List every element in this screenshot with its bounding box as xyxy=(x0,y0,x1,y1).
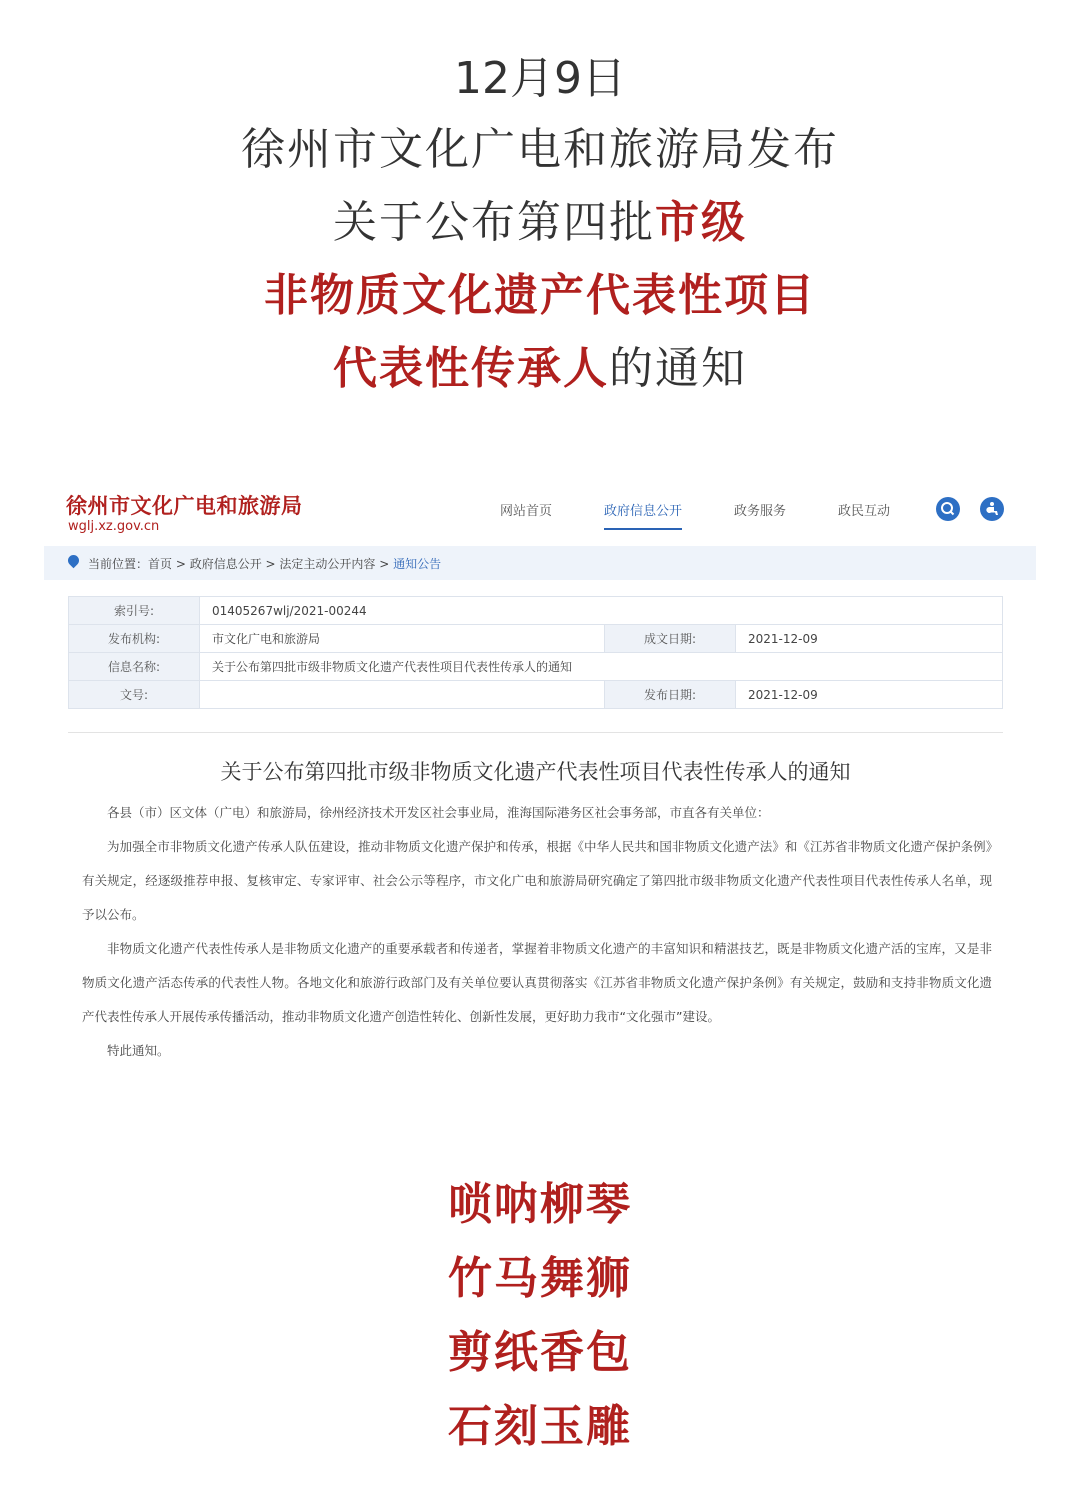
tag-line-4: 石刻玉雕 xyxy=(448,1401,632,1452)
article-paragraph-salutation: 各县（市）区文体（广电）和旅游局，徐州经济技术开发区社会事业局，淮海国际港务区社会事务部，市直各有关单位： xyxy=(107,805,770,820)
info-name-value: 关于公布第四批市级非物质文化遗产代表性项目代表性传承人的通知 xyxy=(200,653,1003,681)
info-name-label: 信息名称: xyxy=(69,653,200,681)
table-row xyxy=(69,653,1003,681)
headline-line-5 xyxy=(0,332,1080,396)
publisher-label: 发布机构: xyxy=(69,625,200,653)
headline-line-3-red: 市级 xyxy=(655,197,747,248)
divider xyxy=(68,732,1003,733)
tag-line-2: 竹马舞狮 xyxy=(448,1253,632,1304)
nav-services[interactable]: 政务服务 xyxy=(734,504,787,519)
site-logo-url: wglj.xz.gov.cn xyxy=(68,519,160,534)
index-value: 01405267wlj/2021-00244 xyxy=(200,597,1003,625)
headline-line-5-red: 代表性传承人 xyxy=(333,343,609,394)
article-title: 关于公布第四批市级非物质文化遗产代表性项目代表性传承人的通知 xyxy=(220,760,851,784)
index-label: 索引号: xyxy=(69,597,200,625)
headline-line-5-plain: 的通知 xyxy=(609,343,747,394)
search-icon[interactable] xyxy=(936,497,960,521)
table-row xyxy=(69,681,1003,709)
accessibility-icon[interactable] xyxy=(980,497,1004,521)
breadcrumb-path[interactable]: 首页 > 政府信息公开 > 法定主动公开内容 > xyxy=(148,557,394,571)
tag-line-1: 唢呐柳琴 xyxy=(448,1179,632,1230)
tag-line-3: 剪纸香包 xyxy=(448,1327,632,1378)
breadcrumb-prefix: 当前位置： xyxy=(88,557,149,571)
published-date-label: 发布日期: xyxy=(605,681,736,709)
breadcrumb-current[interactable]: 通知公告 xyxy=(393,557,442,571)
article-body xyxy=(82,796,992,1068)
created-date-label: 成文日期: xyxy=(605,625,736,653)
created-date-value: 2021-12-09 xyxy=(736,625,1003,653)
headline-line-3-plain: 关于公布第四批 xyxy=(333,197,655,248)
table-row xyxy=(69,625,1003,653)
headline-date: 12月9日 xyxy=(454,53,626,104)
publisher-value: 市文化广电和旅游局 xyxy=(200,625,605,653)
location-pin-icon xyxy=(66,553,82,569)
site-header xyxy=(44,486,1036,542)
info-meta-table xyxy=(68,596,1003,709)
article-paragraph-closing: 特此通知。 xyxy=(107,1043,170,1058)
published-date-value: 2021-12-09 xyxy=(736,681,1003,709)
nav-interaction[interactable]: 政民互动 xyxy=(838,504,891,519)
headline-line-4: 非物质文化遗产代表性项目 xyxy=(264,270,816,321)
breadcrumb-text xyxy=(88,555,441,572)
doc-number-value xyxy=(200,681,605,709)
headline-publisher: 徐州市文化广电和旅游局发布 xyxy=(241,124,839,175)
nav-active-indicator xyxy=(604,528,682,530)
table-row xyxy=(69,597,1003,625)
breadcrumb xyxy=(44,546,1036,580)
site-logo-title[interactable]: 徐州市文化广电和旅游局 xyxy=(66,494,303,518)
article-paragraph-2: 非物质文化遗产代表性传承人是非物质文化遗产的重要承载者和传递者，掌握着非物质文化遗产的丰富知识和精湛技艺，既是非物质文化遗产活的宝库，又是非物质文化遗产活态传承的代表性人物。各地文化和旅游行政部门及有关单位要认真贯彻落实《江苏省非物质文化遗产保护条例》有关规定，鼓励和支持非物质文化遗产代表性传承人开展传承传播活动，推动非物质文化遗产创造性转化、创新性发展，更好助力我市“文化强市”建设。 xyxy=(82,941,992,1024)
doc-number-label: 文号: xyxy=(69,681,200,709)
headline-line-3 xyxy=(0,186,1080,250)
nav-gov-info[interactable]: 政府信息公开 xyxy=(604,504,683,519)
nav-home[interactable]: 网站首页 xyxy=(500,504,553,519)
article-paragraph-1: 为加强全市非物质文化遗产传承人队伍建设，推动非物质文化遗产保护和传承，根据《中华人民共和国非物质文化遗产法》和《江苏省非物质文化遗产保护条例》有关规定，经逐级推荐申报、复核审定、专家评审、社会公示等程序，市文化广电和旅游局研究确定了第四批市级非物质文化遗产代表性项目代表性传承人名单，现予以公布。 xyxy=(82,839,992,922)
